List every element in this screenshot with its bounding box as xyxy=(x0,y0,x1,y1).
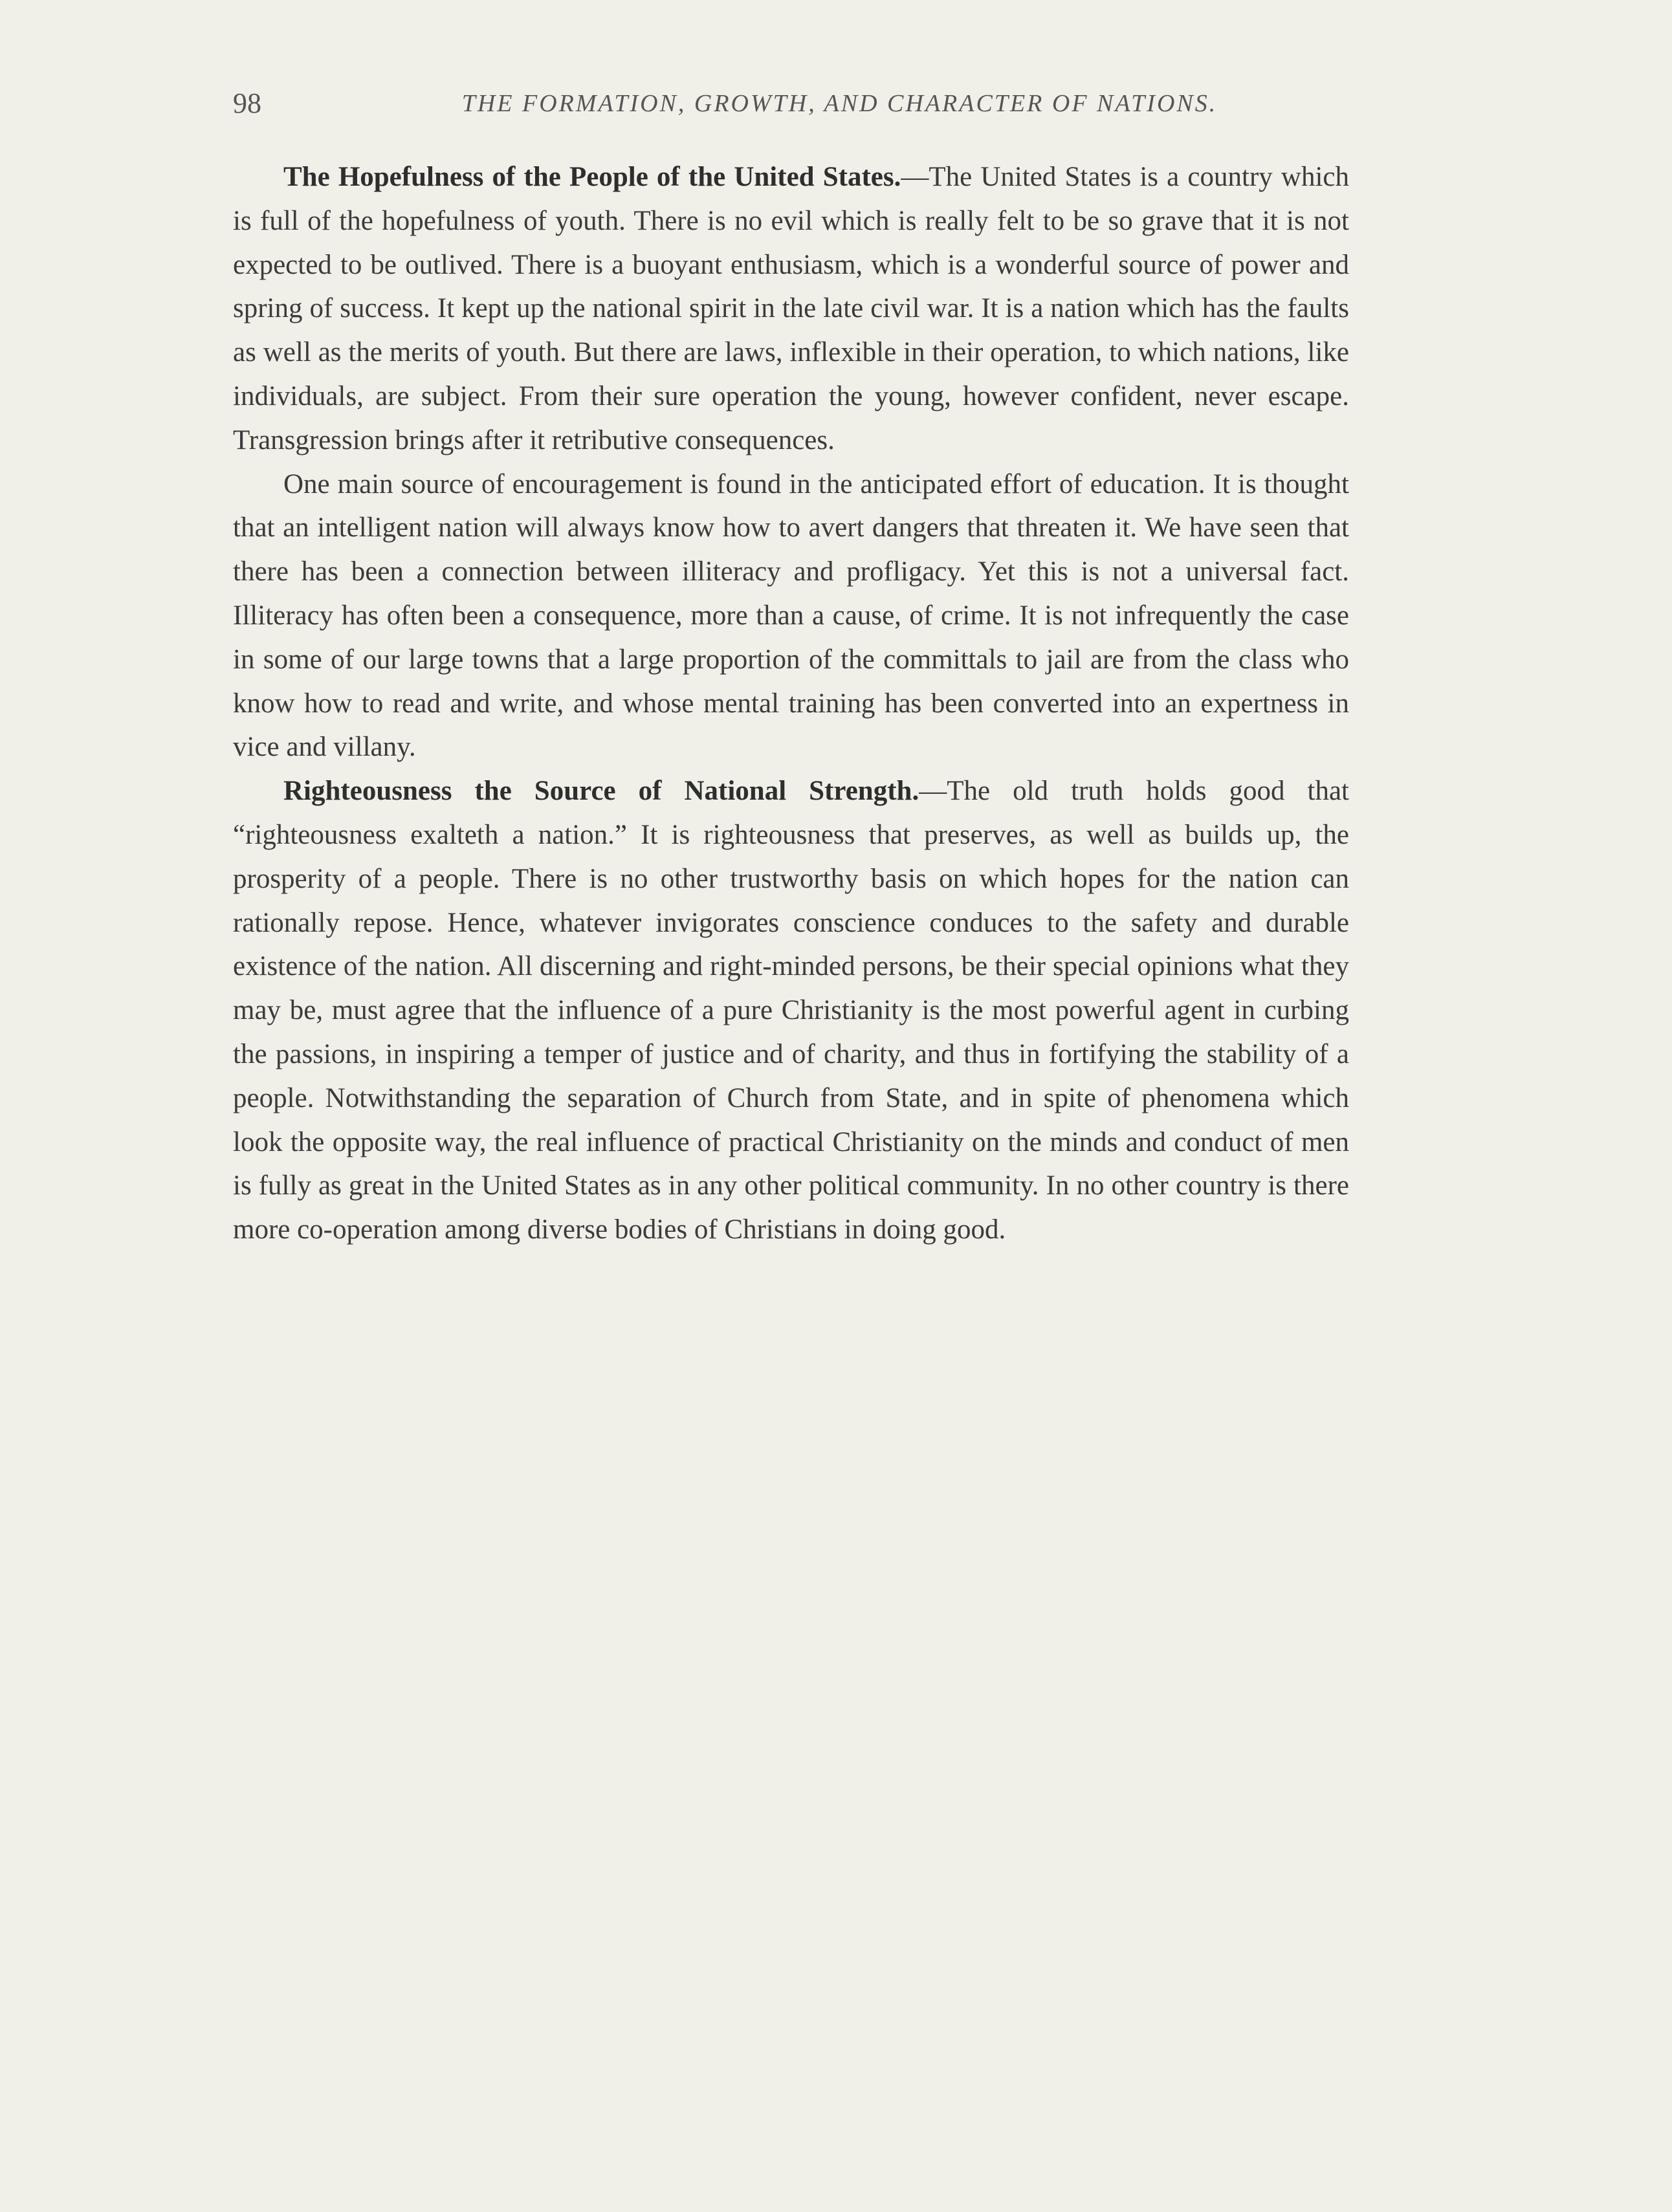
body-text xyxy=(233,155,1349,1252)
paragraph-education xyxy=(233,463,1349,770)
section-heading-hopefulness: The Hopefulness of the People of the United States. xyxy=(283,162,901,192)
paragraph-hopefulness xyxy=(233,155,1349,463)
paragraph-righteousness xyxy=(233,769,1349,1252)
running-head xyxy=(233,84,1349,123)
section-heading-righteousness: Righteousness the Source of National Strength. xyxy=(283,776,919,807)
page-number: 98 xyxy=(233,87,261,119)
paragraph-text: —The old truth holds good that “righteousness exalteth a nation.” It is righteousness that preserves, as well as builds up, the prosperity of a people. There is no other trustworthy basis on which hopes for the nation can rationally repose. Hence, whatever invigorates conscience conduces to the safety and durable existence of the nation. All discerning and right-minded persons, be their special opinions what they may be, must agree that the influence of a pure Christianity is the most powerful agent in curbing the passions, in inspiring a temper of justice and of charity, and thus in fortifying the stability of a people. Notwithstanding the separation of Church from State, and in spite of phenomena which look the opposite way, the real influence of practical Christianity on the minds and conduct of men is fully as great in the United States as in any other political community. In no other country is there more co-operation among diverse bodies of Christians in doing good. xyxy=(233,776,1350,1245)
paragraph-text: —The United States is a country which is full of the hopefulness of youth. There is no evil which is really felt to be so grave that it is not expected to be outlived. There is a buoyant enthusiasm, which is a wonderful source of power and spring of success. It kept up the national spirit in the late civil war. It is a nation which has the faults as well as the merits of youth. But there are laws, inflexible in their operation, to which nations, like individuals, are subject. From their sure operation the young, however confident, never escape. Transgression brings after it retributive consequences. xyxy=(233,162,1349,455)
paragraph-text: One main source of encouragement is found in the anticipated effort of education. It is thought that an intelligent nation will always know how to avert dangers that threaten it. We have seen that there has been a connection between illiteracy and profligacy. Yet this is not a universal fact. Illiteracy has often been a consequence, more than a cause, of crime. It is not infrequently the case in some of our large towns that a large proportion of the committals to jail are from the class who know how to read and write, and whose mental training has been converted into an expertness in vice and villany. xyxy=(233,468,1349,763)
running-title: THE FORMATION, GROWTH, AND CHARACTER OF NATIONS. xyxy=(461,90,1218,117)
